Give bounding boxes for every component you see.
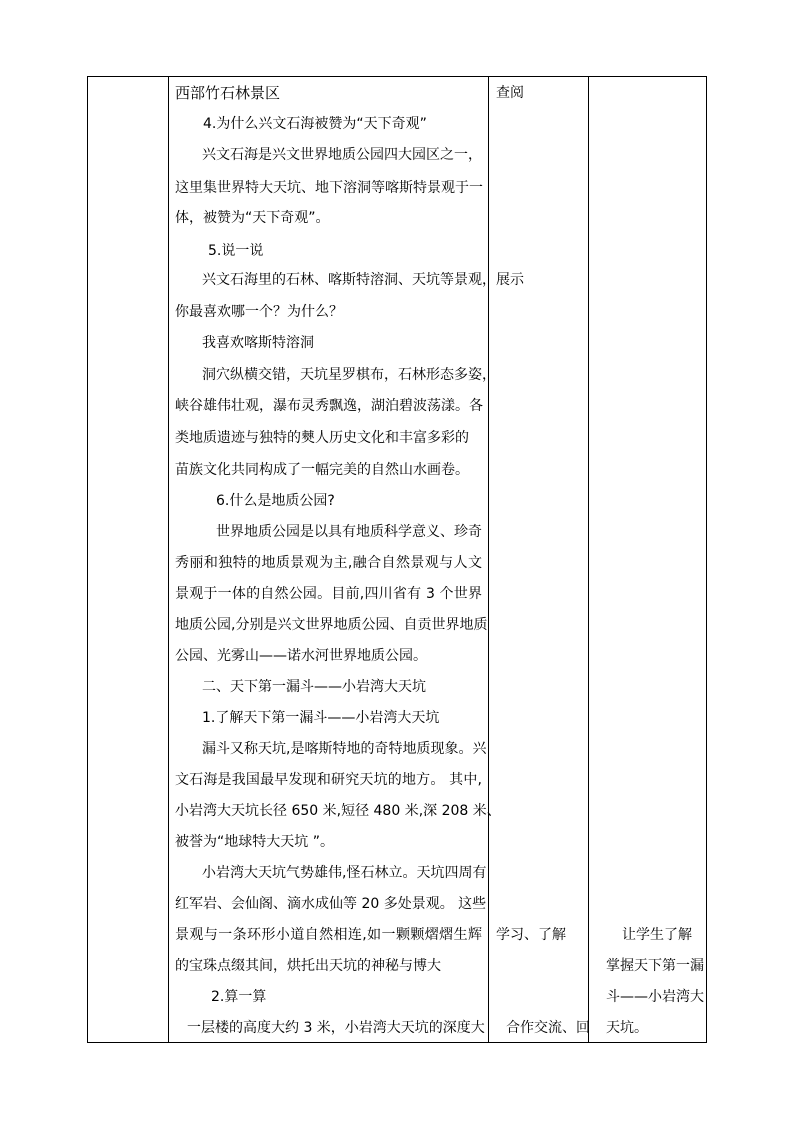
text-line: 景观与一条环形小道自然相连,如一颗颗熠熠生辉 <box>175 927 482 943</box>
section-heading: 二、天下第一漏斗——小岩湾大天坑 <box>202 679 426 695</box>
text-line: 苗族文化共同构成了一幅完美的自然山水画卷。 <box>175 462 469 478</box>
text-line: 小岩湾大天坑气势雄伟,怪石林立。天坑四周有 <box>202 865 487 881</box>
question-heading: 6.什么是地质公园? <box>216 493 335 509</box>
intent-text: 掌握天下第一漏 <box>606 958 704 974</box>
text-line: 我喜欢喀斯特溶洞 <box>202 335 314 351</box>
text-line: 类地质遗迹与独特的僰人历史文化和丰富多彩的 <box>175 430 469 446</box>
text-line: 你最喜欢哪一个？为什么？ <box>175 304 343 320</box>
text-line: 被誉为“地球特大天坑 ”。 <box>175 834 334 850</box>
text-line: 地质公园,分别是兴文世界地质公园、自贡世界地质 <box>175 617 488 633</box>
activity-label: 展示 <box>496 272 524 288</box>
text-line: 景观于一体的自然公园。目前,四川省有 3 个世界 <box>175 586 482 602</box>
question-heading: 5.说一说 <box>208 243 264 259</box>
column-divider <box>488 77 489 1042</box>
text-line: 秀丽和独特的地质景观为主,融合自然景观与人文 <box>175 555 482 571</box>
activity-label: 查阅 <box>496 85 524 101</box>
text-line: 兴文石海里的石林、喀斯特溶洞、天坑等景观， <box>202 272 496 288</box>
text-line: 红军岩、会仙阁、滴水成仙等 20 多处景观。 这些 <box>175 896 487 912</box>
text-line: 洞穴纵横交错，天坑星罗棋布，石林形态多姿， <box>202 367 496 383</box>
text-line: 小岩湾大天坑长径 650 米,短径 480 米,深 208 米、 <box>175 803 501 819</box>
text-line: 文石海是我国最早发现和研究天坑的地方。 其中, <box>175 772 482 788</box>
column-divider <box>168 77 169 1042</box>
intent-text: 天坑。 <box>606 1020 648 1036</box>
question-heading: 4.为什么兴文石海被赞为“天下奇观” <box>203 116 427 132</box>
text-line: 漏斗又称天坑,是喀斯特地的奇特地质现象。兴 <box>202 741 487 757</box>
intent-text: 斗——小岩湾大 <box>606 989 704 1005</box>
lesson-table <box>87 76 707 1043</box>
section-heading: 西部竹石林景区 <box>175 84 281 102</box>
activity-label: 学习、了解 <box>496 927 566 943</box>
intent-text: 让学生了解 <box>622 927 692 943</box>
text-line: 这里集世界特大天坑、地下溶洞等喀斯特景观于一 <box>175 180 483 196</box>
text-line: 的宝珠点缀其间，烘托出天坑的神秘与博大 <box>175 958 441 974</box>
text-line: 体，被赞为“天下奇观”。 <box>175 210 330 226</box>
text-line: 公园、光雾山——诺水河世界地质公园。 <box>175 648 427 664</box>
text-line: 兴文石海是兴文世界地质公园四大园区之一， <box>202 147 482 163</box>
activity-label: 合作交流、回 <box>506 1020 590 1036</box>
column-divider <box>588 77 589 1042</box>
text-line: 峡谷雄伟壮观，瀑布灵秀飘逸，湖泊碧波荡漾。各 <box>175 398 483 414</box>
text-line: 世界地质公园是以具有地质科学意义、珍奇 <box>216 524 482 540</box>
question-heading: 2.算一算 <box>211 989 267 1005</box>
text-line: 一层楼的高度大约 3 米，小岩湾大天坑的深度大 <box>187 1020 485 1036</box>
question-heading: 1.了解天下第一漏斗——小岩湾大天坑 <box>202 710 440 726</box>
